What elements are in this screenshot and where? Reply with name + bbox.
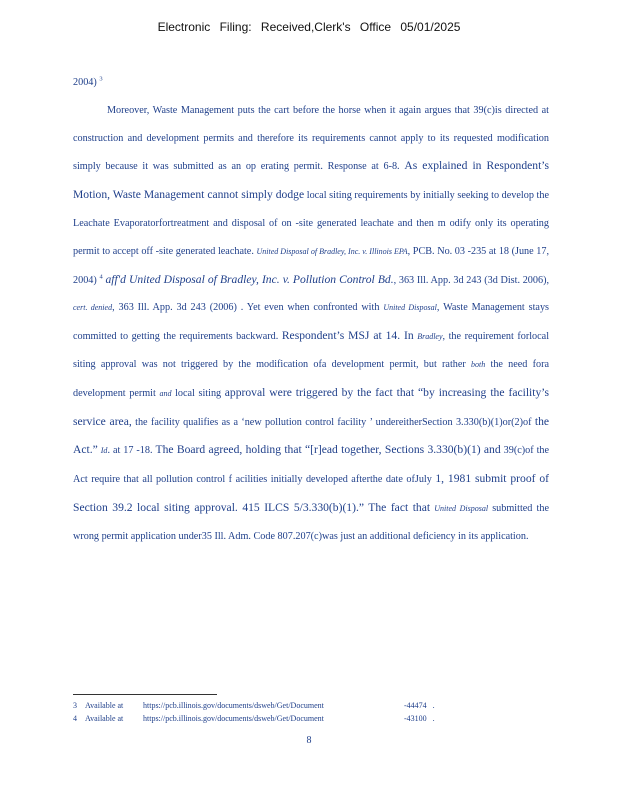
emphasis-word: both [471, 359, 486, 369]
footnote-link[interactable]: https://pcb.illinois.gov/documents/dsweb/Get/Document [143, 713, 324, 723]
text-fragment: , 363 Ill. App. 3d 243 (3d Dist. 2006), [393, 274, 550, 286]
text-fragment: Respondent’s MSJ at 14. In [281, 329, 414, 343]
footnote-end: . [432, 713, 435, 723]
text-fragment: 39(c)of the Act require that all pollution control f acilities initially developed afterthe date ofJuly [73, 445, 550, 486]
footnote-number: 3 [73, 701, 77, 710]
case-citation: cert. denied [73, 303, 113, 313]
text-fragment: , the requirement forlocal siting approval was not triggered by the modification ofa development permit, but rather [73, 331, 550, 370]
text-fragment: the need fora development permit [73, 358, 550, 399]
paragraph-continuation [73, 69, 549, 97]
page-number: 8 [306, 735, 312, 746]
footnote-divider [73, 694, 217, 695]
text-fragment: Moreover, Waste Management puts the cart before the horse when it again argues that 39(c)is directed at construction and development permits and therefore its requirements cannot apply to its requested modification simply because it was submitted as an op erating permit. Response at 6-8. [73, 104, 549, 173]
footnote-4 [73, 713, 473, 726]
text-fragment: the Act.” [73, 414, 550, 457]
footnote-doc-id: -44474 [404, 701, 427, 710]
footnote-link[interactable]: https://pcb.illinois.gov/documents/dsweb/Get/Document [143, 701, 324, 710]
filing-header: Electronic Filing: Received,Clerk's Office 05/01/2025 [157, 20, 461, 34]
footnote-doc-id: -43100 [404, 713, 427, 723]
case-citation: United Disposal [383, 303, 437, 313]
footnote-ref-3: 3 [99, 75, 103, 83]
text-fragment: the facility qualifies as a ‘new pollution control facility ’ undereitherSection 3.330(b)(1)or(2)of [135, 416, 532, 428]
text-fragment: , Waste Management stays committed to getting the requirements backward. [73, 302, 550, 343]
paragraph-main [73, 97, 549, 551]
text-fragment: local siting [175, 387, 222, 399]
footnote-number: 4 [73, 713, 77, 723]
footnote-prefix: Available at [85, 713, 124, 723]
body-text [73, 69, 549, 551]
text-fragment: As explained in Respondent’s Motion, Waste Management cannot simply dodge [73, 159, 550, 202]
footnotes [73, 700, 473, 725]
text-fragment: , PCB. No. 03 -235 at 18 (June 17, 2004) [73, 245, 550, 286]
footnote-ref-4: 4 [99, 273, 103, 281]
text-fragment: . at 17 -18. [107, 445, 153, 457]
text-fragment: submitted the wrong permit application under35 Ill. Adm. Code 807.207(c)was just an additional deficiency in its application. [73, 502, 549, 542]
case-citation: United Disposal of Bradley, Inc. v. Illinois EPA [256, 246, 408, 256]
text-fragment: 2004) [73, 77, 97, 88]
emphasis-word: and [159, 388, 172, 398]
footnote-3 [73, 700, 473, 713]
text-fragment: local siting requirements by initially seeking to develop the Leachate Evaporatorfortreatment and disposal of on -site generated leachate and then m odify only its operating permit to accept off -site generated leachate. [73, 190, 550, 257]
text-fragment: The Board agreed, holding that “[r]ead together, Sections 3.330(b)(1) and [155, 443, 501, 457]
footnote-prefix: Available at [85, 701, 124, 710]
case-citation: aff'd United Disposal of Bradley, Inc. v. Pollution Control Bd. [105, 272, 394, 286]
case-citation: Bradley [417, 332, 443, 342]
case-citation: Id [100, 446, 108, 456]
text-fragment: approval were triggered by the fact that “by increasing the facility’s service area, [73, 385, 550, 428]
case-citation: United Disposal [434, 503, 489, 513]
text-fragment: , 363 Ill. App. 3d 243 (2006) . Yet even when confronted with [112, 302, 380, 314]
footnote-end: . [432, 701, 435, 710]
text-fragment: 1, 1981 submit proof of Section 39.2 local siting approval. 415 ILCS 5/3.330(b)(1).” The fact that [73, 472, 550, 514]
